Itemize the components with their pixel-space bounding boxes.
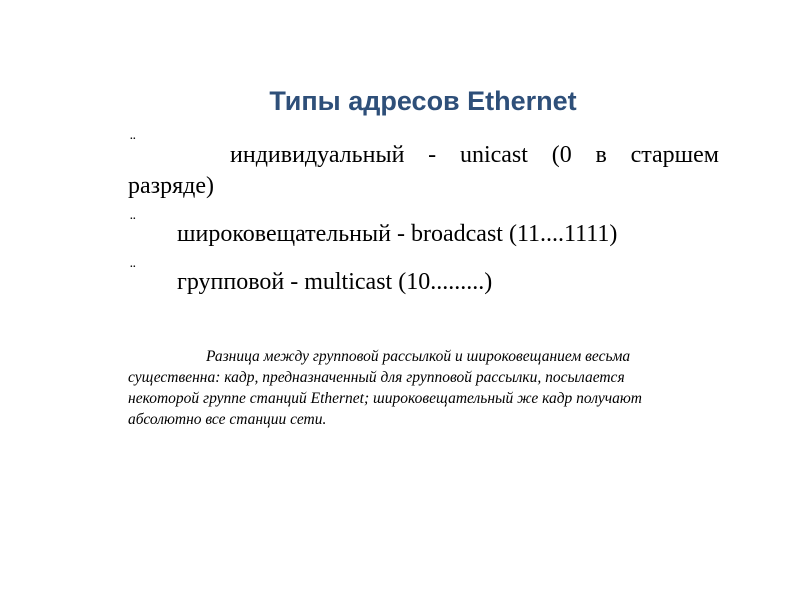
- explanation-note: [128, 346, 728, 430]
- bullet-marker-3: ¨: [130, 261, 136, 280]
- bullet-marker-1: ¨: [130, 133, 136, 152]
- note-line-1: Разница между групповой рассылкой и широковещанием весьма: [206, 348, 631, 365]
- bullet-unicast-line2: разряде): [128, 173, 215, 199]
- note-line-4: абсолютно все станции сети.: [128, 411, 327, 428]
- note-line-3: некоторой группе станций Ethernet; широковещательный же кадр получают: [128, 390, 642, 407]
- bullet-unicast-line1: индивидуальный - unicast (0 в старшем: [230, 142, 719, 168]
- bullet-multicast: групповой - multicast (10.........): [177, 269, 493, 295]
- slide-title: Типы адресов Ethernet: [269, 86, 577, 116]
- note-line-2: существенна: кадр, предназначенный для групповой рассылки, посылается: [128, 369, 625, 386]
- bullet-broadcast: широковещательный - broadcast (11....1111): [177, 221, 618, 247]
- bullet-marker-2: ¨: [130, 213, 136, 232]
